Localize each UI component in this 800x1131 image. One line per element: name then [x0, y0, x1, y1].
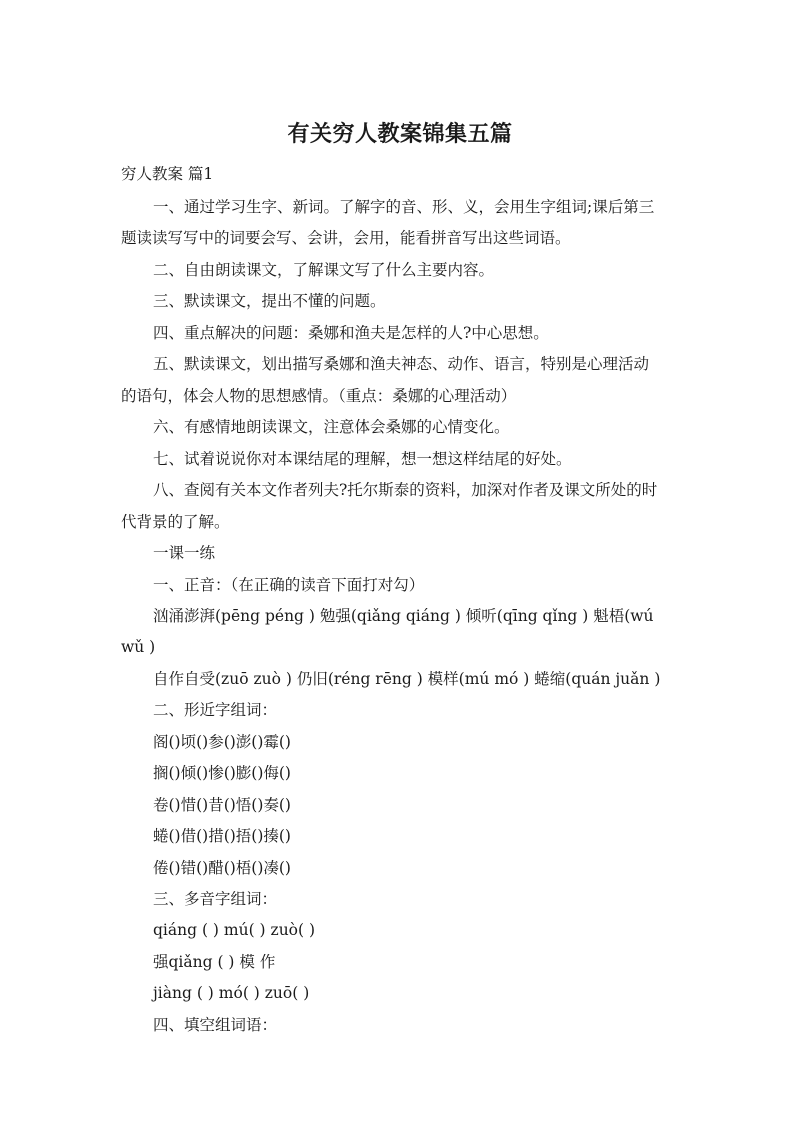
exercise-line: 强qiǎng ( ) 模 作	[153, 953, 276, 971]
exercise-line: 三、多音字组词：	[153, 890, 278, 908]
paragraph-line: 三、默读课文，提出不懂的问题。	[153, 292, 386, 310]
exercise-line: 倦()错()醋()梧()凑()	[153, 859, 291, 877]
paragraph-line: 代背景的了解。	[121, 513, 230, 531]
exercise-line: 卷()惜()昔()悟()奏()	[153, 796, 291, 814]
paragraph-line: 四、重点解决的问题：桑娜和渔夫是怎样的人?中心思想。	[153, 324, 549, 342]
section-heading: 穷人教案 篇1	[121, 165, 214, 183]
paragraph-line: 的语句，体会人物的思想感情。（重点：桑娜的心理活动）	[121, 387, 517, 405]
exercise-line: 汹涌澎湃(pēng péng ) 勉强(qiǎng qiáng ) 倾听(qīng qǐng ) 魁梧(wú	[153, 607, 654, 625]
paragraph-line: 五、默读课文，划出描写桑娜和渔夫神态、动作、语言，特别是心理活动	[153, 355, 650, 373]
exercise-heading: 一课一练	[153, 544, 216, 562]
exercise-line: 阁()顷()参()澎()霉()	[153, 733, 291, 751]
exercise-line: 搁()倾()惨()膨()侮()	[153, 764, 291, 782]
paragraph-line: 八、查阅有关本文作者列夫?托尔斯泰的资料，加深对作者及课文所处的时	[153, 481, 658, 499]
document-title: 有关穷人教案锦集五篇	[287, 122, 513, 147]
paragraph-line: 二、自由朗读课文，了解课文写了什么主要内容。	[153, 261, 495, 279]
paragraph-line: 六、有感情地朗读课文，注意体会桑娜的心情变化。	[153, 418, 510, 436]
paragraph-line: 一、通过学习生字、新词。了解字的音、形、义，会用生字组词;课后第三	[153, 198, 655, 216]
paragraph-line: 题读读写写中的词要会写、会讲，会用，能看拼音写出这些词语。	[121, 229, 571, 247]
exercise-line: 一、正音：（在正确的读音下面打对勾）	[153, 576, 425, 594]
exercise-line: 自作自受(zuō zuò ) 仍旧(réng rēng ) 模样(mú mó ) 蜷缩(quán juǎn )	[153, 670, 661, 688]
exercise-line: 蜷()借()措()捂()揍()	[153, 827, 291, 845]
exercise-line: 四、填空组词语：	[153, 1016, 278, 1034]
exercise-line: jiàng ( ) mó( ) zuō( )	[153, 984, 310, 1002]
exercise-line: qiáng ( ) mú( ) zuò( )	[153, 921, 316, 939]
exercise-line: wǔ )	[121, 638, 156, 656]
paragraph-line: 七、试着说说你对本课结尾的理解，想一想这样结尾的好处。	[153, 450, 572, 468]
exercise-line: 二、形近字组词：	[153, 701, 278, 719]
